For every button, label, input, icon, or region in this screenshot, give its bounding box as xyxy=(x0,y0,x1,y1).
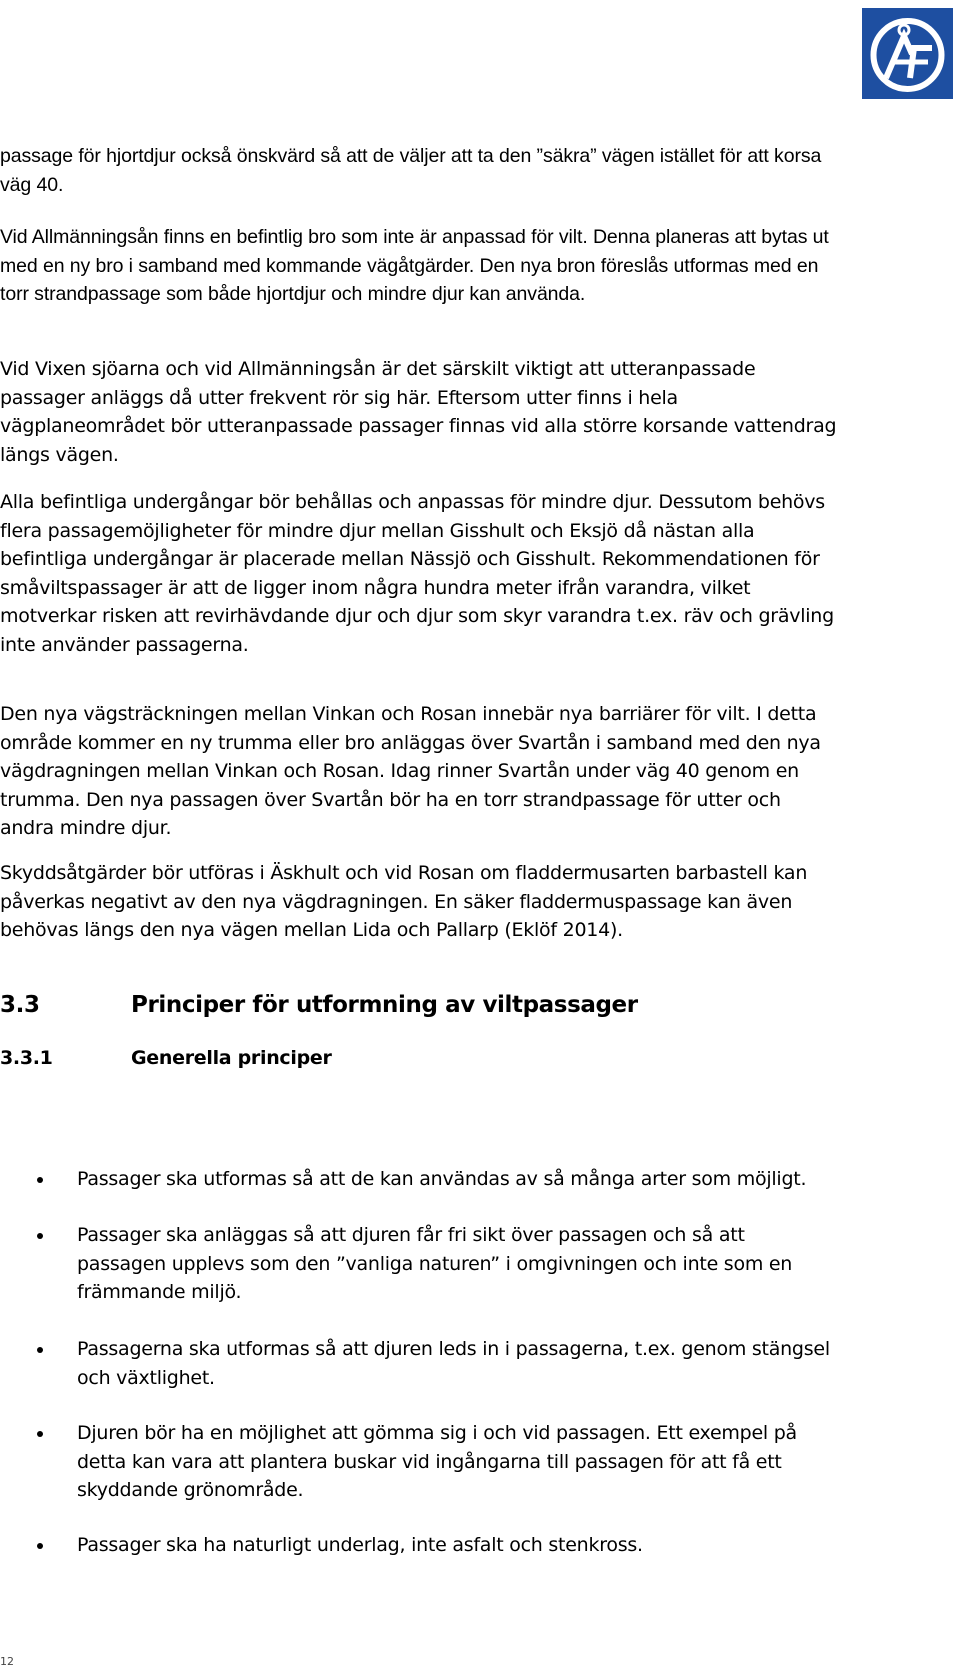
af-logo-icon xyxy=(862,8,953,99)
bullet-icon xyxy=(37,1177,43,1183)
subsection-title: Generella principer xyxy=(131,1047,332,1069)
bullet-icon xyxy=(37,1347,43,1353)
bullet-icon xyxy=(37,1543,43,1549)
paragraph-hjortdjur: passage för hjortdjur också önskvärd så att de väljer att ta den ”säkra” vägen istället för att korsa väg 40. xyxy=(0,145,822,196)
paragraph-allmanningsan: Vid Allmänningsån finns en befintlig bro som inte är anpassad för vilt. Denna planeras att bytas ut med en ny bro i samband med kommande vägåtgärder. Den nya bron föreslås utformas med en torr strandpassage som både hjortdjur och mindre djur kan använda. xyxy=(0,226,829,305)
paragraph-undergangar: Alla befintliga undergångar bör behållas och anpassas för mindre djur. Dessutom behövs flera passagemöjligheter för mindre djur mellan Gisshult och Eksjö då nästan alla befintliga undergångar är placerade mellan Nässjö och Gisshult. Rekommendationen för småviltspassager är att de ligger inom några hundra meter ifrån varandra, vilket motverkar risken att revirhävdande djur och djur som skyr varandra t.ex. räv och grävling inte använder passagerna. xyxy=(0,491,834,656)
section-heading xyxy=(0,990,900,1020)
bullet-icon xyxy=(37,1431,43,1437)
bullet-icon xyxy=(37,1233,43,1239)
subsection-heading xyxy=(0,1045,900,1071)
paragraph-vixen: Vid Vixen sjöarna och vid Allmänningsån är det särskilt viktigt att utteranpassade passager anläggs då utter frekvent rör sig här. Eftersom utter finns i hela vägplaneområdet bör utteranpassade passager finnas vid alla större korsande vattendrag längs vägen. xyxy=(0,358,837,466)
subsection-number: 3.3.1 xyxy=(0,1047,53,1069)
section-title: Principer för utformning av viltpassager xyxy=(131,992,638,1018)
paragraph-fladdermus: Skyddsåtgärder bör utföras i Äskhult och vid Rosan om fladdermusarten barbastell kan påverkas negativt av den nya vägdragningen. En säker fladdermuspassage kan även behövas längs den nya vägen mellan Lida och Pallarp (Eklöf 2014). xyxy=(0,862,808,941)
paragraph-vinkan-rosan: Den nya vägsträckningen mellan Vinkan och Rosan innebär nya barriärer för vilt. I detta område kommer en ny trumma eller bro anläggas över Svartån i samband med den nya vägdragningen mellan Vinkan och Rosan. Idag rinner Svartån under väg 40 genom en trumma. Den nya passagen över Svartån bör ha en torr strandpassage för utter och andra mindre djur. xyxy=(0,703,821,839)
page-number: 12 xyxy=(0,1655,14,1668)
section-number: 3.3 xyxy=(0,992,40,1018)
af-consult-logo xyxy=(862,8,953,99)
